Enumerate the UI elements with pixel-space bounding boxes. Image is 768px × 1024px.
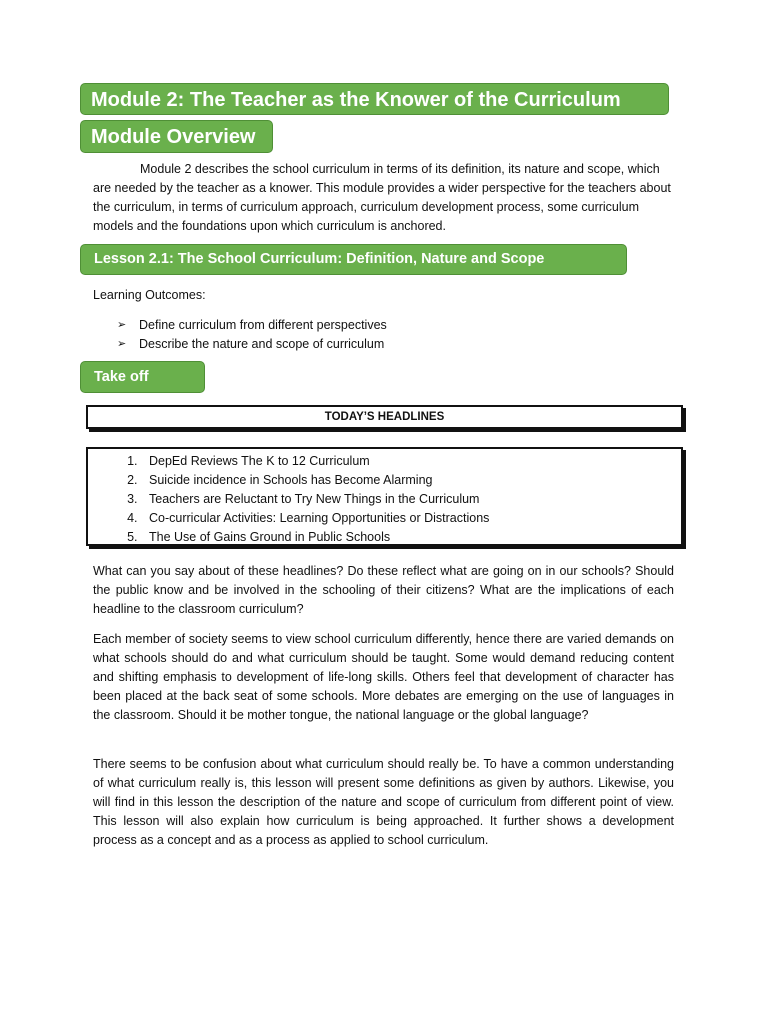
learning-outcome-text: Describe the nature and scope of curriculum	[139, 337, 385, 351]
headline-item: 2. Suicide incidence in Schools has Become Alarming	[141, 471, 681, 490]
body-paragraph: Each member of society seems to view school curriculum differently, hence there are varied demands on what schools should do and what curriculum should be taught. Some would demand reducing content and shifting emphasis to development of life-long skills. Others feel that development of character has been placed at the back seat of some schools. More debates are emerging on the use of languages in the classroom. Should it be mother tongue, the national language or the global language?	[93, 632, 674, 722]
headlines-list-box	[86, 447, 683, 546]
headlines-title: TODAY’S HEADLINES	[324, 411, 445, 423]
list-item	[117, 316, 387, 335]
module-title-banner	[80, 83, 669, 115]
overview-paragraph: Module 2 describes the school curriculum in terms of its definition, its nature and scope, which are needed by the teacher as a knower. This module provides a wider perspective for the teachers about the curriculum, in terms of curriculum approach, curriculum development process, some curriculum models and the foundations upon which curriculum is anchored.	[93, 162, 671, 233]
headline-item: 3. Teachers are Reluctant to Try New Things in the Curriculum	[141, 490, 681, 509]
learning-outcomes-label: Learning Outcomes:	[93, 288, 206, 302]
learning-outcomes-list	[117, 316, 387, 354]
lesson-title-banner	[80, 244, 627, 275]
body-paragraph: There seems to be confusion about what curriculum should really be. To have a common understanding of what curriculum really is, this lesson will present some definitions as given by authors. Likewise, you will find in this lesson the description of the nature and scope of curriculum from different point of view. This lesson will also explain how curriculum is being approached. It further shows a development process as a concept and as a process as applied to school curriculum.	[93, 757, 674, 847]
module-title: Module 2: The Teacher as the Knower of the Curriculum	[91, 89, 621, 111]
overview-heading: Module Overview	[91, 126, 256, 148]
arrow-bullet-icon: ➢	[117, 338, 127, 350]
headline-item: 4. Co-curricular Activities: Learning Opportunities or Distractions	[141, 509, 681, 528]
headline-item: 1. DepEd Reviews The K to 12 Curriculum	[141, 452, 681, 471]
headlines-title-box	[86, 405, 683, 429]
lesson-title: Lesson 2.1: The School Curriculum: Definition, Nature and Scope	[94, 251, 545, 267]
takeoff-label: Take off	[94, 369, 149, 385]
headline-item: 5. The Use of Gains Ground in Public Schools	[141, 528, 681, 547]
takeoff-banner	[80, 361, 205, 393]
headlines-list	[88, 449, 681, 547]
body-paragraph: What can you say about of these headlines? Do these reflect what are going on in our schools? Should the public know and be involved in the schooling of their citizens? What are the implications of each headline to the classroom curriculum?	[93, 564, 674, 616]
list-item	[117, 335, 387, 354]
module-overview-banner	[80, 120, 273, 153]
learning-outcome-text: Define curriculum from different perspectives	[139, 318, 387, 332]
arrow-bullet-icon: ➢	[117, 319, 127, 331]
